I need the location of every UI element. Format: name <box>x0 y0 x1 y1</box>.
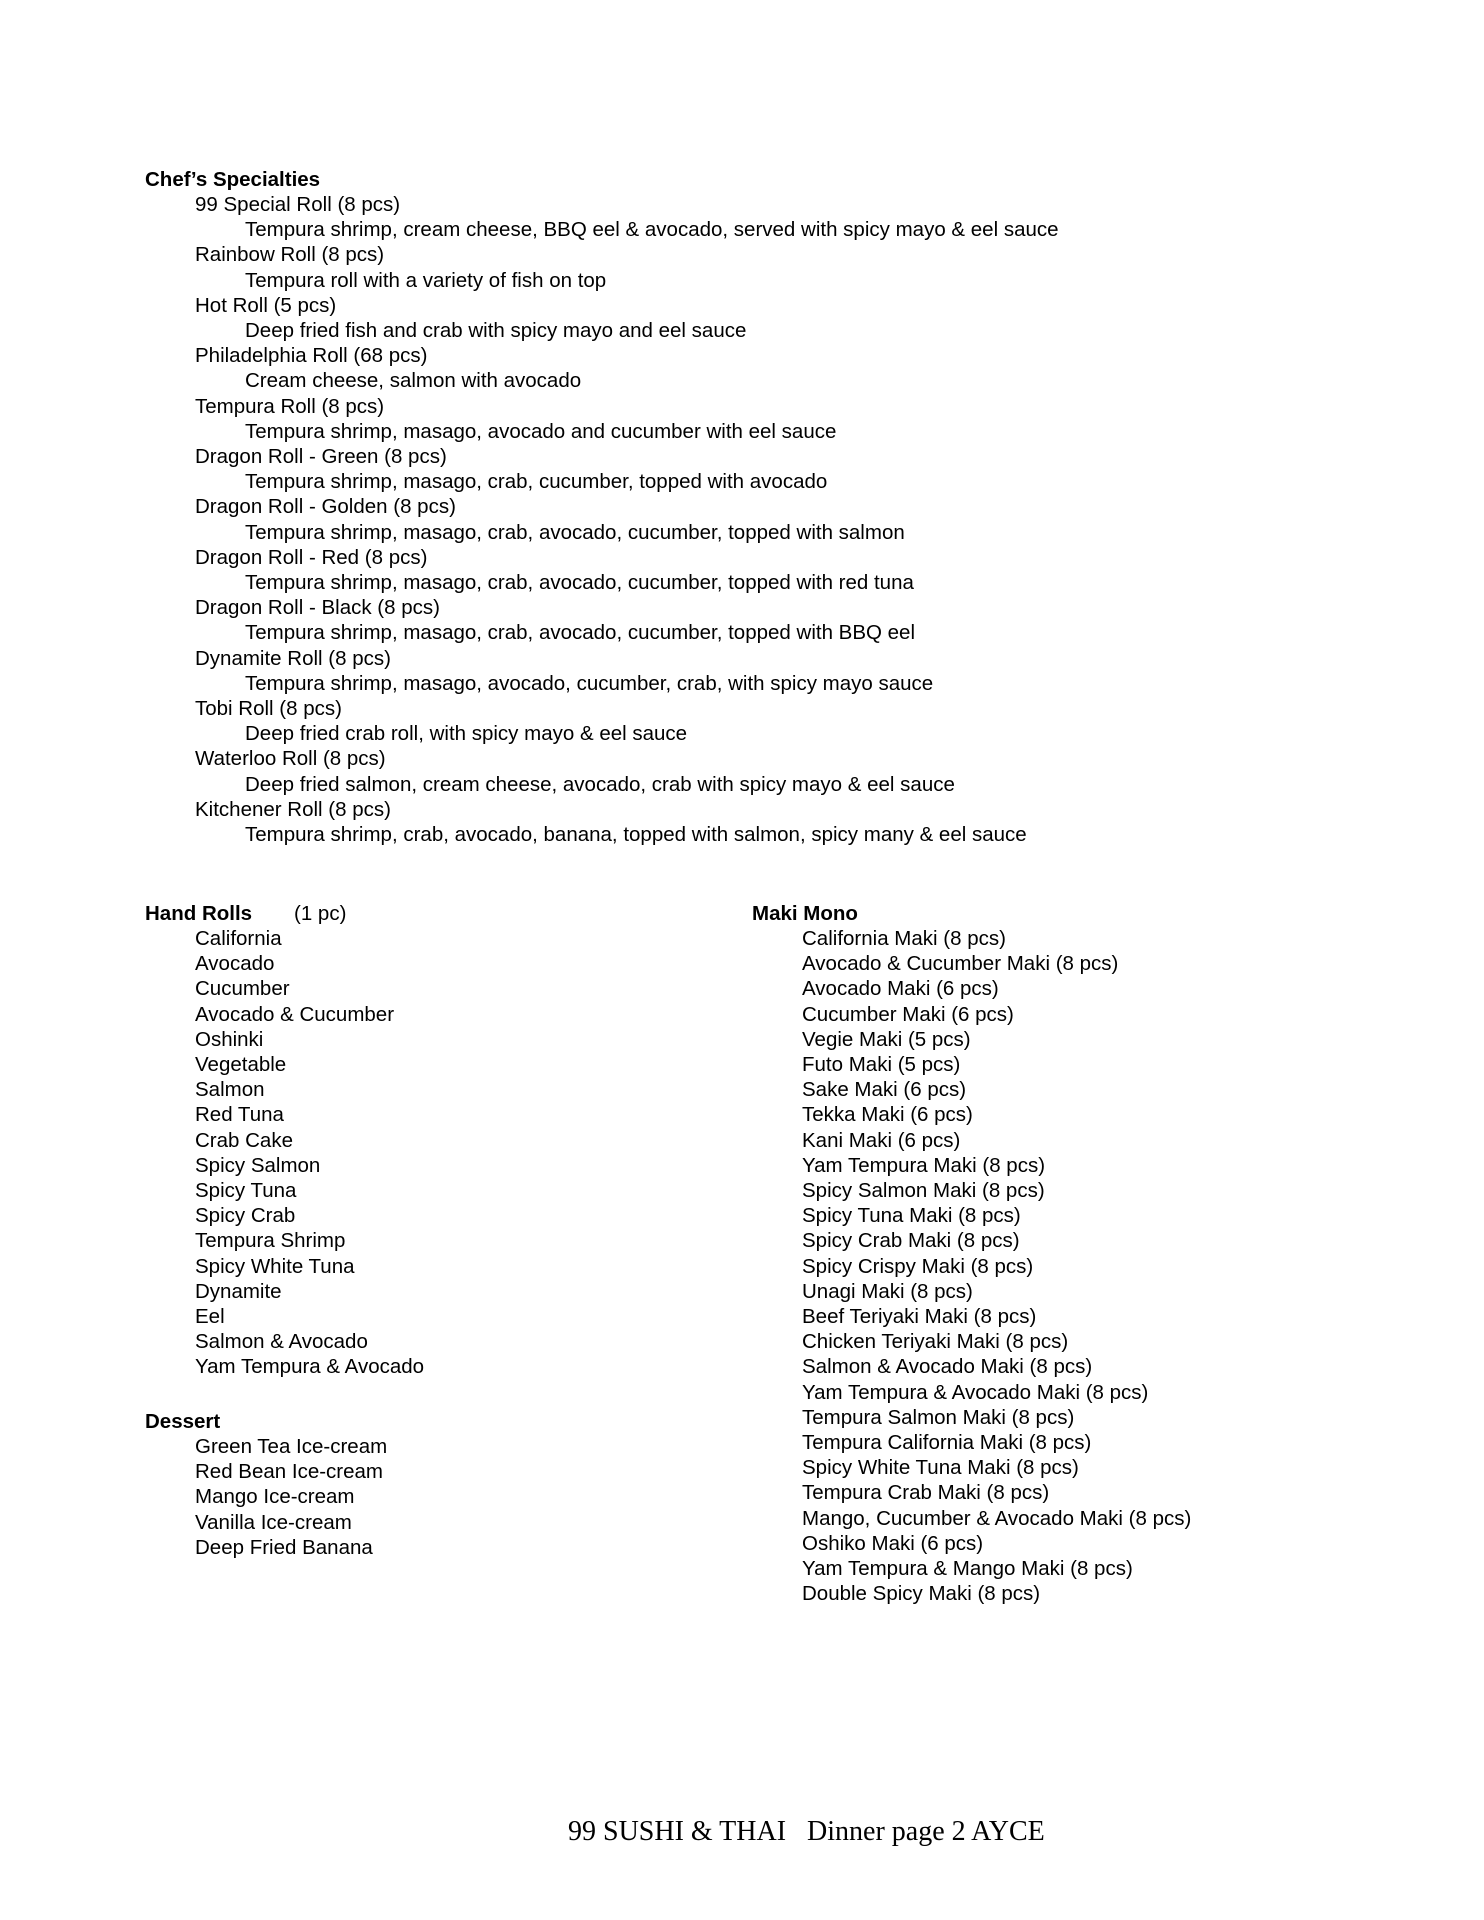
menu-item-name: Dragon Roll - Green (8 pcs) <box>195 445 447 468</box>
menu-item-name: Philadelphia Roll (68 pcs) <box>195 344 428 368</box>
list-item: Spicy Crispy Maki (8 pcs) <box>802 1254 1034 1278</box>
menu-item-name: Tobi Roll (8 pcs) <box>195 697 342 720</box>
list-item: Cucumber Maki (6 pcs) <box>802 1002 1014 1026</box>
list-item: Double Spicy Maki (8 pcs) <box>802 1582 1041 1606</box>
list-item: Spicy Crab <box>195 1204 296 1228</box>
menu-item-name: Dragon Roll - Black (8 pcs) <box>195 596 440 620</box>
list-item: Crab Cake <box>195 1128 293 1152</box>
menu-item-name: Waterloo Roll (8 pcs) <box>195 747 386 771</box>
list-item: Avocado & Cucumber <box>195 1002 395 1026</box>
list-item: California Maki (8 pcs) <box>802 927 1006 950</box>
menu-item-name: 99 Special Roll (8 pcs) <box>195 193 401 216</box>
menu-item-name: Kitchener Roll (8 pcs) <box>195 797 391 821</box>
menu-item-name: Rainbow Roll (8 pcs) <box>195 243 385 267</box>
list-item: Yam Tempura Maki (8 pcs) <box>802 1153 1046 1177</box>
list-item: Avocado Maki (6 pcs) <box>802 977 999 1001</box>
list-item: Yam Tempura & Avocado <box>195 1355 425 1379</box>
list-item: Green Tea Ice-cream <box>195 1435 388 1458</box>
list-item: Spicy White Tuna Maki (8 pcs) <box>802 1456 1079 1480</box>
menu-item-description: Deep fried crab roll, with spicy mayo & eel sauce <box>245 722 688 746</box>
list-item: Futo Maki (5 pcs) <box>802 1053 961 1076</box>
list-item: Avocado & Cucumber Maki (8 pcs) <box>802 952 1119 976</box>
list-item: Red Bean Ice-cream <box>195 1460 384 1484</box>
list-item: Avocado <box>195 952 275 976</box>
menu-item-description: Tempura shrimp, masago, crab, avocado, cucumber, topped with BBQ eel <box>245 621 916 645</box>
menu-item-description: Tempura shrimp, masago, crab, cucumber, topped with avocado <box>245 470 828 494</box>
list-item: Tempura Crab Maki (8 pcs) <box>802 1481 1050 1505</box>
list-item: Cucumber <box>195 977 290 1001</box>
menu-item-name: Dragon Roll - Red (8 pcs) <box>195 545 428 569</box>
menu-item-description: Tempura shrimp, masago, avocado, cucumber, crab, with spicy mayo sauce <box>245 671 934 695</box>
list-item: Vanilla Ice-cream <box>195 1510 352 1534</box>
list-item: Mango Ice-cream <box>195 1485 355 1509</box>
menu-item-description: Cream cheese, salmon with avocado <box>245 369 582 393</box>
menu-item-description: Tempura shrimp, masago, crab, avocado, cucumber, topped with salmon <box>245 520 905 544</box>
list-item: Kani Maki (6 pcs) <box>802 1128 961 1152</box>
list-item: Vegetable <box>195 1053 287 1076</box>
menu-item-name: Tempura Roll (8 pcs) <box>195 394 385 418</box>
list-item: Unagi Maki (8 pcs) <box>802 1279 973 1303</box>
list-item: Red Tuna <box>195 1103 284 1127</box>
list-item: Beef Teriyaki Maki (8 pcs) <box>802 1305 1037 1328</box>
menu-item-description: Tempura shrimp, masago, avocado and cucumber with eel sauce <box>245 419 837 443</box>
list-item: Sake Maki (6 pcs) <box>802 1078 967 1102</box>
list-item: Tekka Maki (6 pcs) <box>802 1103 973 1127</box>
list-item: Spicy Salmon <box>195 1153 321 1177</box>
list-item: Spicy Tuna Maki (8 pcs) <box>802 1204 1021 1228</box>
list-item: California <box>195 927 282 950</box>
list-item: Spicy White Tuna <box>195 1254 355 1278</box>
menu-item-name: Dragon Roll - Golden (8 pcs) <box>195 495 456 519</box>
list-item: Vegie Maki (5 pcs) <box>802 1027 971 1051</box>
list-item: Chicken Teriyaki Maki (8 pcs) <box>802 1330 1069 1354</box>
list-item: Spicy Crab Maki (8 pcs) <box>802 1229 1020 1253</box>
list-item: Salmon & Avocado <box>195 1330 368 1354</box>
hand-rolls-heading: Hand Rolls <box>145 902 253 925</box>
list-item: Tempura California Maki (8 pcs) <box>802 1431 1092 1454</box>
list-item: Oshinki <box>195 1027 264 1051</box>
list-item: Tempura Shrimp <box>195 1229 346 1253</box>
menu-item-name: Hot Roll (5 pcs) <box>195 293 337 317</box>
list-item: Tempura Salmon Maki (8 pcs) <box>802 1405 1075 1429</box>
list-item: Eel <box>195 1305 225 1328</box>
menu-item-description: Deep fried salmon, cream cheese, avocado, crab with spicy mayo & eel sauce <box>245 772 955 796</box>
menu-item-description: Deep fried fish and crab with spicy mayo and eel sauce <box>245 319 747 342</box>
list-item: Spicy Tuna <box>195 1179 297 1202</box>
menu-item-description: Tempura shrimp, crab, avocado, banana, topped with salmon, spicy many & eel sauce <box>245 823 1027 846</box>
list-item: Yam Tempura & Avocado Maki (8 pcs) <box>802 1380 1149 1404</box>
menu-item-description: Tempura roll with a variety of fish on top <box>245 268 607 292</box>
dessert-heading: Dessert <box>145 1410 221 1433</box>
list-item: Mango, Cucumber & Avocado Maki (8 pcs) <box>802 1506 1192 1530</box>
list-item: Deep Fried Banana <box>195 1535 373 1559</box>
list-item: Salmon & Avocado Maki (8 pcs) <box>802 1355 1093 1379</box>
hand-rolls-note: (1 pc) <box>294 902 347 925</box>
list-item: Dynamite <box>195 1279 282 1303</box>
list-item: Yam Tempura & Mango Maki (8 pcs) <box>802 1557 1133 1580</box>
list-item: Oshiko Maki (6 pcs) <box>802 1531 984 1555</box>
list-item: Spicy Salmon Maki (8 pcs) <box>802 1179 1045 1202</box>
page-footer: 99 SUSHI & THAI Dinner page 2 AYCE <box>568 1816 1045 1847</box>
maki-mono-heading: Maki Mono <box>752 902 858 925</box>
list-item: Salmon <box>195 1078 265 1102</box>
menu-item-name: Dynamite Roll (8 pcs) <box>195 646 391 670</box>
menu-item-description: Tempura shrimp, masago, crab, avocado, cucumber, topped with red tuna <box>245 571 914 594</box>
chef-specialties-heading: Chef’s Specialties <box>145 168 321 191</box>
menu-item-description: Tempura shrimp, cream cheese, BBQ eel & avocado, served with spicy mayo & eel sauce <box>245 218 1059 242</box>
